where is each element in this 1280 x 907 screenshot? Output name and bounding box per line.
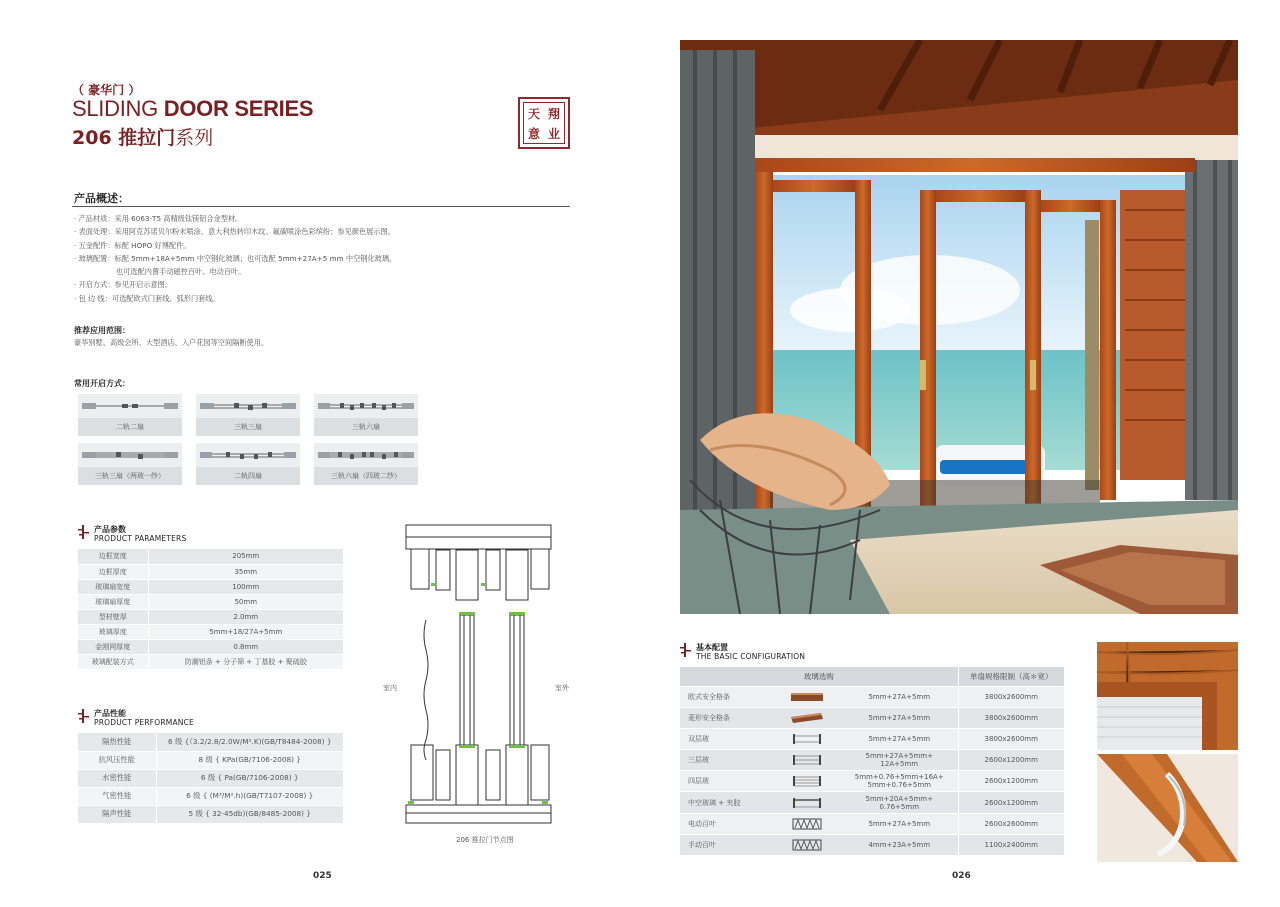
table-row	[78, 579, 343, 594]
opening-mode-label: 二轨二扇	[78, 418, 182, 436]
right-page	[640, 0, 1280, 907]
size-limit: 2600x1200mm	[958, 771, 1064, 792]
sliding-diagram-icon	[196, 394, 300, 416]
list-item: · 五金配件：标配 HOPO 好博配件。	[74, 240, 191, 250]
config-table	[680, 667, 1064, 856]
perf-title-en: PRODUCT PERFORMANCE	[94, 718, 194, 727]
opening-mode-label: 三轨六扇	[314, 418, 418, 436]
param-key: 金刚网厚度	[78, 639, 148, 654]
params-heading	[78, 525, 186, 544]
opening-mode-label: 二轨四扇	[196, 467, 300, 485]
triple-glass-icon	[785, 753, 829, 767]
perf-title-cn: 产品性能	[94, 709, 126, 718]
glass-name: 双层玻	[680, 728, 773, 749]
overview-list	[74, 212, 574, 305]
param-value: 50mm	[148, 594, 343, 609]
table-row	[680, 750, 1064, 771]
door-handle-photo	[1097, 754, 1238, 862]
section-drawing	[396, 520, 561, 840]
bamboo-mark-icon	[78, 525, 90, 539]
seal-char: 业	[547, 126, 560, 141]
opening-mode-card	[196, 443, 300, 485]
size-limit: 2600x1200mm	[958, 750, 1064, 771]
perf-key: 气密性能	[78, 787, 156, 805]
size-limit: 3800x2600mm	[958, 707, 1064, 728]
sliding-diagram-icon	[314, 443, 418, 465]
seal-char: 天	[527, 106, 540, 121]
drawing-caption: 206 推拉门节点图	[456, 836, 514, 844]
size-limit: 2600x1200mm	[958, 792, 1064, 813]
param-key: 边框厚度	[78, 564, 148, 579]
param-key: 玻璃配装方式	[78, 654, 148, 669]
usage-text: 豪华别墅、高级会所、大型酒店、入户花园等空间隔断使用。	[74, 338, 269, 347]
perf-key: 隔声性能	[78, 805, 156, 823]
glass-name: 四层玻	[680, 771, 773, 792]
series-title-en: SLIDING DOOR SERIES	[72, 96, 314, 121]
table-row	[78, 751, 343, 769]
glass-spec: 5mm+27A+5mm	[841, 686, 958, 707]
series-tag: （ 豪华门 ）	[72, 83, 141, 97]
double-glass-icon	[785, 732, 829, 746]
table-row	[680, 792, 1064, 813]
opening-mode-label: 三轨六扇（四玻二纱）	[314, 467, 418, 485]
perf-value: 6 级 { (M³/M².h)(GB/T7107-2008) }	[156, 787, 343, 805]
seal-char: 意	[527, 126, 540, 141]
glass-spec: 5mm+27A+5mm	[841, 728, 958, 749]
modes-title: 常用开启方式：	[74, 379, 130, 388]
perf-value: 8 级 { KPa(GB/7106-2008) }	[156, 751, 343, 769]
perf-key: 抗风压性能	[78, 751, 156, 769]
table-row	[680, 686, 1064, 707]
glass-spec: 5mm+0.76+5mm+16A+ 5mm+0.76+5mm	[841, 771, 958, 792]
column-header: 单扇规格限制（高＊宽）	[958, 667, 1064, 686]
glass-spec: 5mm+27A+5mm	[841, 813, 958, 834]
opening-mode-label: 三轨三扇（两玻一纱）	[78, 467, 182, 485]
table-row	[680, 707, 1064, 728]
column-header: 玻璃选购	[680, 667, 958, 686]
interior-sliding-door-photo	[680, 40, 1238, 614]
config-title-cn: 基本配置	[696, 643, 728, 652]
table-row	[78, 654, 343, 669]
opening-mode-card	[314, 443, 418, 485]
sliding-diagram-icon	[314, 394, 418, 416]
glass-spec: 5mm+20A+5mm+ 0.76+5mm	[841, 792, 958, 813]
opening-mode-card	[78, 394, 182, 436]
table-row	[78, 624, 343, 639]
list-item: · 玻璃配置：标配 5mm+18A+5mm 中空钢化玻璃；也可选配 5mm+27A+5 mm 中空钢化玻璃，	[74, 253, 397, 263]
perf-value: 6 级 {（3.2/2.8/2.0W/M².K)(GB/T8484-2008) }	[156, 733, 343, 751]
opening-mode-label: 三轨三扇	[196, 418, 300, 436]
glass-name: 电动百叶	[680, 813, 773, 834]
table-row	[78, 787, 343, 805]
glass-spec: 5mm+27A+5mm+ 12A+5mm	[841, 750, 958, 771]
brand-seal-logo	[518, 97, 570, 149]
size-limit: 3800x2600mm	[958, 728, 1064, 749]
param-key: 玻璃扇厚度	[78, 594, 148, 609]
perf-value: 6 级 { Pa(GB/7106-2008) }	[156, 769, 343, 787]
usage-title: 推荐应用范围：	[74, 326, 130, 335]
table-row	[680, 771, 1064, 792]
sliding-diagram-icon	[78, 394, 182, 416]
config-title-en: THE BASIC CONFIGURATION	[696, 652, 806, 661]
param-key: 玻璃扇宽度	[78, 579, 148, 594]
perf-key: 水密性能	[78, 769, 156, 787]
table-row	[680, 813, 1064, 834]
sliding-diagram-icon	[196, 443, 300, 465]
diamond-bar-bronze-icon	[785, 711, 829, 725]
list-item: · 产品材质：采用 6063-T5 高精级钛镁铝合金型材。	[74, 214, 243, 223]
bamboo-mark-icon	[78, 709, 90, 723]
table-row	[78, 733, 343, 751]
param-key: 玻璃厚度	[78, 624, 148, 639]
overview-title: 产品概述：	[74, 192, 129, 205]
glass-name: 欧式安全格条	[680, 686, 773, 707]
size-limit: 3800x2600mm	[958, 686, 1064, 707]
frame-corner-photo	[1097, 642, 1238, 750]
param-key: 边框宽度	[78, 549, 148, 564]
table-row	[680, 834, 1064, 855]
table-row	[78, 805, 343, 823]
params-title-en: PRODUCT PARAMETERS	[94, 534, 187, 543]
grid-bar-bronze-icon	[785, 690, 829, 704]
param-value: 5mm+18/27A+5mm	[148, 624, 343, 639]
seal-char: 翔	[547, 106, 560, 121]
sliding-diagram-icon	[78, 443, 182, 465]
table-row	[78, 594, 343, 609]
table-row	[78, 769, 343, 787]
performance-table	[78, 733, 343, 824]
config-heading	[680, 643, 805, 662]
list-item: · 开启方式：参见开启示意图。	[74, 280, 173, 290]
glass-name: 菱形安全格条	[680, 707, 773, 728]
glass-spec: 4mm+23A+5mm	[841, 834, 958, 855]
table-row	[78, 549, 343, 564]
opening-mode-card	[314, 394, 418, 436]
page-number: 025	[313, 871, 332, 881]
manual-blind-icon	[785, 838, 829, 852]
param-value: 205mm	[148, 549, 343, 564]
overview-divider	[72, 206, 570, 207]
list-item: 也可选配内置手动磁控百叶、电动百叶。	[116, 267, 246, 277]
list-item: · 包 边 线：可选配欧式门套线、弧形门套线。	[74, 293, 220, 303]
param-value: 防潮铝条 + 分子筛 + 丁基胶 + 聚硫胶	[148, 654, 343, 669]
drawing-outdoor-label: 室外	[555, 684, 569, 692]
param-value: 0.8mm	[148, 639, 343, 654]
table-row	[78, 609, 343, 624]
perf-value: 5 级 { 32-45db)(GB/8485-2008) }	[156, 805, 343, 823]
table-row	[78, 639, 343, 654]
glass-name: 三层玻	[680, 750, 773, 771]
glass-name: 中空玻璃 + 夹胶	[680, 792, 773, 813]
list-item: · 表面处理：采用阿克苏诺贝尔粉末喷涂、意大利热转印木纹、氟碳喷涂色彩缤纷；参见颜色展示图。	[74, 227, 395, 237]
size-limit: 1100x2400mm	[958, 834, 1064, 855]
param-value: 2.0mm	[148, 609, 343, 624]
size-limit: 2600x2600mm	[958, 813, 1064, 834]
bamboo-mark-icon	[680, 643, 692, 657]
opening-mode-card	[196, 394, 300, 436]
table-header-row	[680, 667, 1064, 686]
opening-mode-card	[78, 443, 182, 485]
params-table	[78, 549, 343, 670]
param-value: 35mm	[148, 564, 343, 579]
table-row	[78, 564, 343, 579]
glass-name: 手动百叶	[680, 834, 773, 855]
perf-key: 隔热性能	[78, 733, 156, 751]
page-number: 026	[952, 871, 971, 881]
table-row	[680, 728, 1064, 749]
param-key: 型材壁厚	[78, 609, 148, 624]
laminated-glass-icon	[785, 796, 829, 810]
perf-heading	[78, 709, 194, 728]
param-value: 100mm	[148, 579, 343, 594]
series-title-cn: 206 推拉门系列	[72, 127, 214, 149]
drawing-indoor-label: 室内	[383, 684, 397, 692]
params-title-cn: 产品参数	[94, 525, 126, 534]
electric-blind-icon	[785, 817, 829, 831]
glass-spec: 5mm+27A+5mm	[841, 707, 958, 728]
quad-glass-icon	[785, 774, 829, 788]
